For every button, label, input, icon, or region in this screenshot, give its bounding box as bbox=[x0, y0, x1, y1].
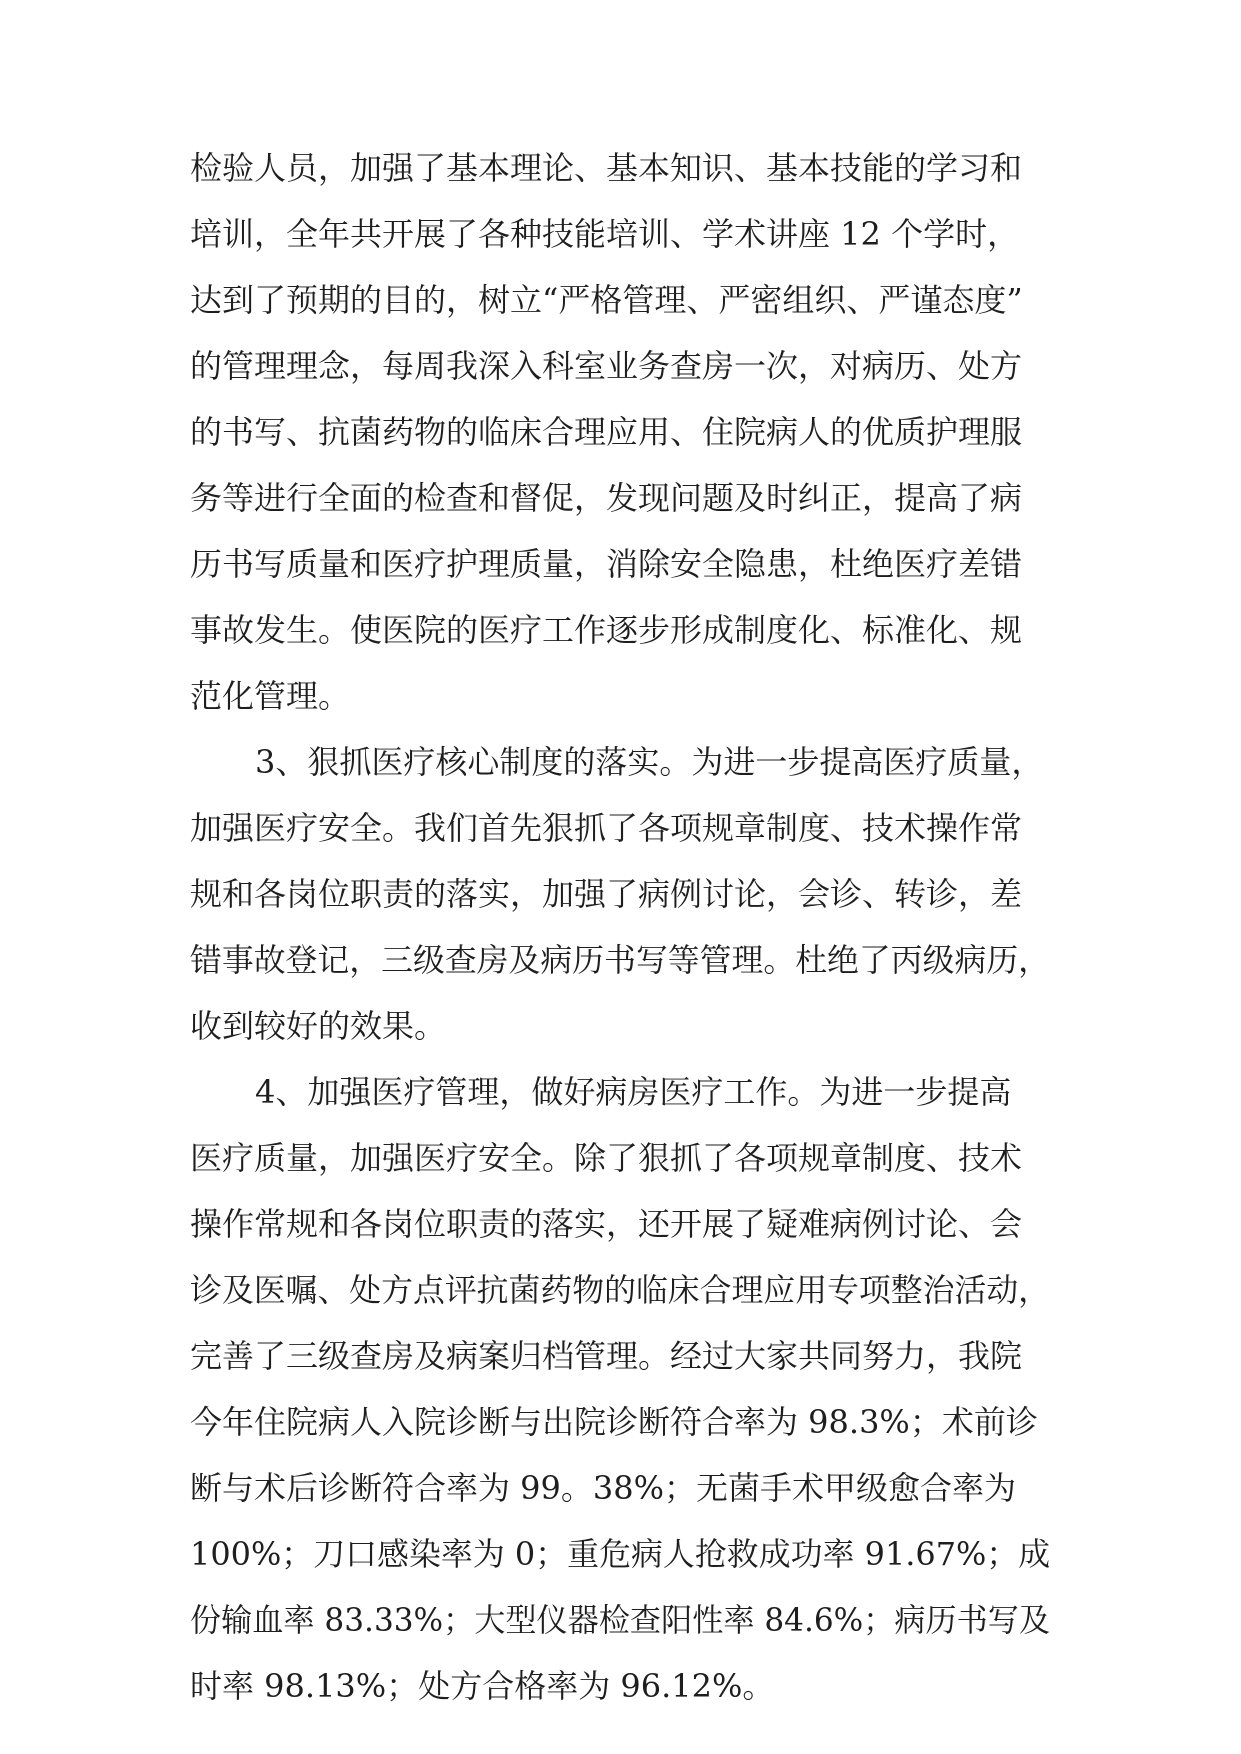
text-line: 收到较好的效果。 bbox=[190, 1007, 447, 1045]
text-line: 错事故登记，三级查房及病历书写等管理。杜绝了丙级病历， bbox=[190, 941, 1051, 979]
text-line: 加强医疗安全。我们首先狠抓了各项规章制度、技术操作常 bbox=[190, 809, 1023, 847]
text-line: 时率 98.13%；处方合格率为 96.12%。 bbox=[190, 1667, 775, 1705]
text-line: 诊及医嘱、处方点评抗菌药物的临床合理应用专项整治活动， bbox=[190, 1271, 1051, 1309]
text-line: 的管理理念，每周我深入科室业务查房一次，对病历、处方 bbox=[190, 347, 1023, 385]
text-line: 完善了三级查房及病案归档管理。经过大家共同努力，我院 bbox=[190, 1337, 1023, 1375]
text-line: 达到了预期的目的，树立“严格管理、严密组织、严谨态度” bbox=[190, 281, 1023, 319]
text-line: 培训，全年共开展了各种技能培训、学术讲座 12 个学时， bbox=[190, 215, 1020, 253]
text-line: 今年住院病人入院诊断与出院诊断符合率为 98.3%；术前诊 bbox=[190, 1403, 1038, 1441]
text-line: 务等进行全面的检查和督促，发现问题及时纠正，提高了病 bbox=[190, 479, 1023, 517]
text-line: 医疗质量，加强医疗安全。除了狠抓了各项规章制度、技术 bbox=[190, 1139, 1023, 1177]
text-line: 的书写、抗菌药物的临床合理应用、住院病人的优质护理服 bbox=[190, 413, 1023, 451]
text-line: 规和各岗位职责的落实，加强了病例讨论，会诊、转诊，差 bbox=[190, 875, 1023, 913]
text-line: 操作常规和各岗位职责的落实，还开展了疑难病例讨论、会 bbox=[190, 1205, 1023, 1243]
text-line: 事故发生。使医院的医疗工作逐步形成制度化、标准化、规 bbox=[190, 611, 1023, 649]
paragraph-3-first-line: 3、狠抓医疗核心制度的落实。为进一步提高医疗质量， bbox=[255, 743, 1044, 781]
text-line: 份输血率 83.33%；大型仪器检查阳性率 84.6%；病历书写及 bbox=[190, 1601, 1051, 1639]
text-line: 历书写质量和医疗护理质量，消除安全隐患，杜绝医疗差错 bbox=[190, 545, 1023, 583]
paragraph-4-first-line: 4、加强医疗管理，做好病房医疗工作。为进一步提高 bbox=[255, 1073, 1012, 1111]
text-line: 检验人员，加强了基本理论、基本知识、基本技能的学习和 bbox=[190, 149, 1023, 187]
text-line: 断与术后诊断符合率为 99。38%；无菌手术甲级愈合率为 bbox=[190, 1469, 1017, 1507]
text-line: 100%；刀口感染率为 0；重危病人抢救成功率 91.67%；成 bbox=[190, 1535, 1051, 1573]
text-line: 范化管理。 bbox=[190, 677, 351, 715]
